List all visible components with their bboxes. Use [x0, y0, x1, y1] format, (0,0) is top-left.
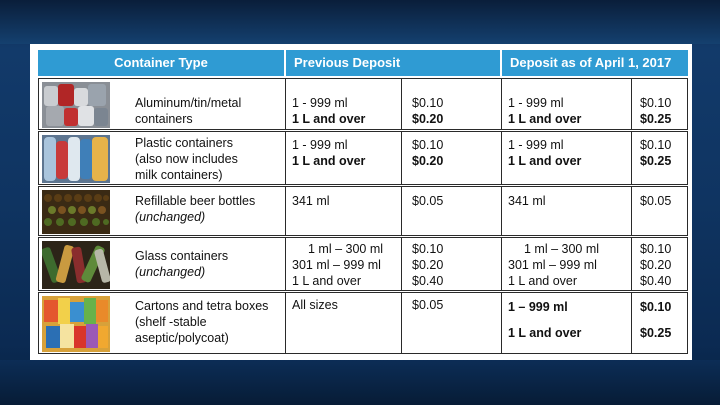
aluminum-cans-photo: [42, 82, 110, 128]
container-type-label: Refillable beer bottles (unchanged): [135, 194, 256, 224]
previous-amount-cell: $0.05: [401, 187, 502, 235]
table-row: [38, 78, 688, 130]
previous-deposit-cell: All sizes: [285, 293, 402, 353]
cartons-photo: [42, 296, 110, 352]
previous-amount-cell: $0.10 $0.20: [401, 79, 502, 129]
header-new-deposit: [502, 50, 688, 76]
new-deposit-cell: 341 ml: [501, 187, 632, 235]
header-container-type: [38, 50, 284, 76]
glass-bottles-photo: [42, 241, 110, 289]
container-type-label: Cartons and tetra boxes (shelf -stable aseptic/polycoat): [135, 299, 269, 345]
previous-deposit-cell: 1 - 999 ml 1 L and over: [285, 79, 402, 129]
previous-amount-cell: $0.10 $0.20: [401, 132, 502, 184]
new-deposit-cell: 1 – 999 ml 1 L and over: [501, 293, 632, 353]
plastic-bottles-photo: [42, 135, 110, 183]
header-previous-deposit-label: Previous Deposit: [294, 55, 401, 70]
previous-amount-cell: $0.10 $0.20 $0.40: [401, 238, 502, 290]
new-amount-cell: $0.10 $0.20 $0.40: [631, 238, 688, 290]
previous-deposit-cell: 341 ml: [285, 187, 402, 235]
table-row: [38, 292, 688, 354]
new-deposit-cell: 1 - 999 ml 1 L and over: [501, 132, 632, 184]
new-amount-cell: $0.10 $0.25: [631, 79, 688, 129]
new-amount-cell: $0.05: [631, 187, 688, 235]
table-row: [38, 131, 688, 185]
previous-deposit-cell: 1 ml – 300 ml 301 ml – 999 ml 1 L and over: [285, 238, 402, 290]
previous-deposit-cell: 1 - 999 ml 1 L and over: [285, 132, 402, 184]
top-background-band: [0, 0, 720, 44]
container-type-label: Plastic containers (also now includes milk containers): [135, 136, 238, 182]
container-type-label: Glass containers (unchanged): [135, 249, 229, 279]
new-deposit-cell: 1 - 999 ml 1 L and over: [501, 79, 632, 129]
header-new-deposit-label: Deposit as of April 1, 2017: [510, 55, 672, 70]
table-row: [38, 237, 688, 291]
previous-amount-cell: $0.05: [401, 293, 502, 353]
beer-bottles-photo: [42, 190, 110, 234]
new-deposit-cell: 1 ml – 300 ml 301 ml – 999 ml 1 L and over: [501, 238, 632, 290]
new-amount-cell: $0.10 $0.25: [631, 293, 688, 353]
header-previous-deposit: [286, 50, 500, 76]
container-type-label: Aluminum/tin/metal containers: [135, 96, 242, 126]
bottom-background-band: [0, 360, 720, 405]
header-container-type-label: Container Type: [114, 55, 208, 70]
new-amount-cell: $0.10 $0.25: [631, 132, 688, 184]
table-row: [38, 186, 688, 236]
